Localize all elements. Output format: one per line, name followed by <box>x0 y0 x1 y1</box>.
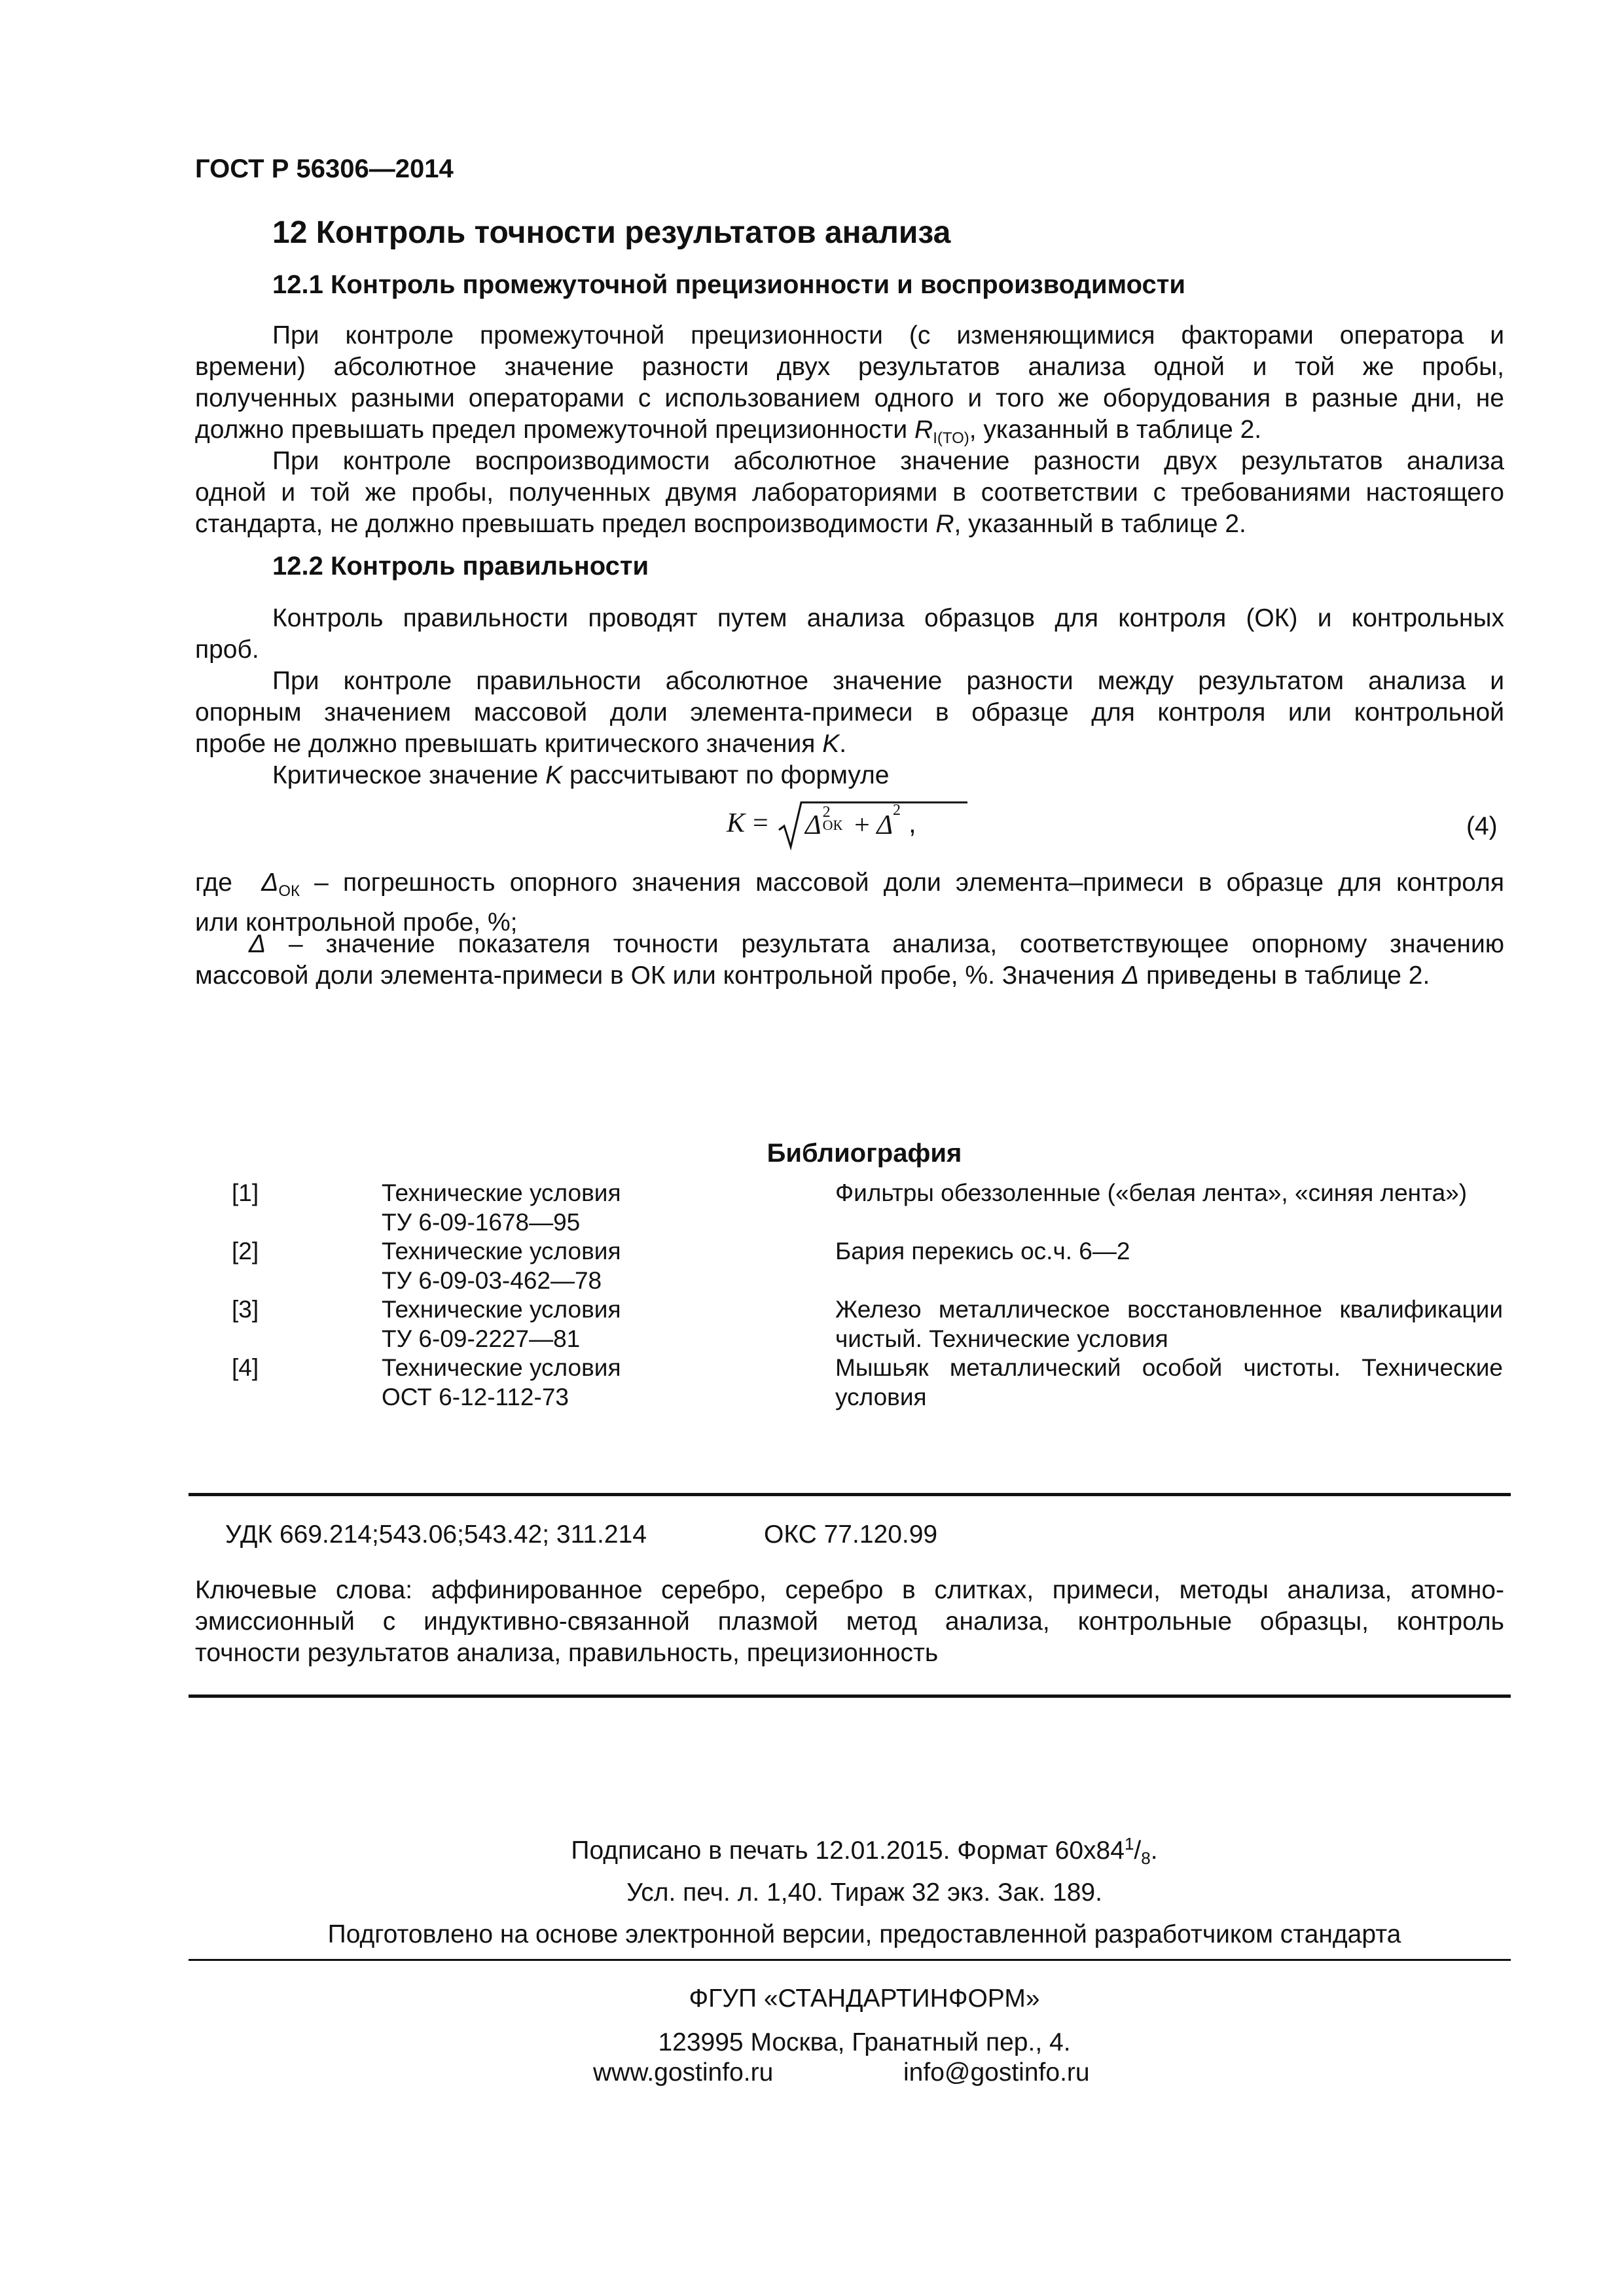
bibliography-item-title: Фильтры обеззоленные («белая лента», «синяя лента») <box>835 1179 1468 1206</box>
publisher-address: 123995 Москва, Гранатный пер., 4. <box>658 2028 1071 2056</box>
paragraph-where-delta-ok: где $\Delta_{ОК}$ – погрешность опорного значения массовой доли элемента–примеси в образце для контроля или контрольной пробе, %; <box>195 869 1504 937</box>
formula-lhs: K <box>727 808 746 838</box>
formula-radicand: Δ 2 ОК + $\Delta^2$ <box>805 802 901 840</box>
bibliography-title: Библиография <box>767 1139 962 1168</box>
oks-code: ОКС 77.120.99 <box>764 1520 938 1549</box>
bibliography-item-number: [3] <box>232 1296 259 1323</box>
bibliography-item-number: [2] <box>232 1238 259 1265</box>
paragraph-critical-value: Критическое значение K рассчитывают по формуле <box>272 761 890 789</box>
paragraph-reproducibility: При контроле воспроизводимости абсолютное значение разности двух результатов анализа одной и той же пробы, полученных двумя лабораториями в соответствии с требованиями настоящего стандарта, не должно превышать предел воспроизводимости R, указанный в таблице 2. <box>195 447 1504 538</box>
publisher-email-link[interactable]: info@gostinfo.ru <box>903 2058 1090 2087</box>
paragraph-intermediate-precision: При контроле промежуточной прецизионности (с изменяющимися факторами оператора и времени) абсолютное значение разности двух результатов анализа одной и той же пробы, полученных разными операторами с использованием одного и того же оборудования в разные дни, не должно превышать предел промежуточной прецизионности $R_{I(TO)}$, указанный в таблице 2. <box>195 321 1504 447</box>
bibliography-item-title: Мышьяк металлический особой чистоты. Технические условия <box>835 1354 1503 1410</box>
publisher-website-link[interactable]: www.gostinfo.ru <box>593 2058 774 2087</box>
subsection-title-12-1: 12.1 Контроль промежуточной прецизионности и воспроизводимости <box>272 270 1185 299</box>
divider-top-classification <box>189 1493 1511 1496</box>
imprint-print-info: Усл. печ. л. 1,40. Тираж 32 экз. Зак. 189. <box>626 1878 1102 1907</box>
bibliography-item-document: Технические условия ТУ 6-09-1678—95 <box>382 1179 621 1236</box>
subsection-title-12-2: 12.2 Контроль правильности <box>272 552 649 581</box>
bibliography-item-document: Технические условия ТУ 6-09-03-462—78 <box>382 1238 621 1294</box>
section-title: 12 Контроль точности результатов анализа <box>272 215 951 250</box>
formula-comma: , <box>909 808 916 838</box>
bibliography-item-document: Технические условия ОСТ 6-12-112-73 <box>382 1354 621 1410</box>
divider-imprint <box>189 1959 1511 1961</box>
paragraph-delta-definition: Δ – значение показателя точности результата анализа, соответствующее опорному значению массовой доли элемента-примеси в ОК или контрольной пробе, %. Значения Δ приведены в таблице 2. <box>195 930 1504 990</box>
publisher-name: ФГУП «СТАНДАРТИНФОРМ» <box>689 1984 1040 2013</box>
udk-code: УДК 669.214;543.06;543.42; 311.214 <box>225 1520 647 1549</box>
keywords: Ключевые слова: аффинированное серебро, серебро в слитках, примеси, методы анализа, атомно- эмиссионный с индуктивно-связанной плазмой метод анализа, контрольные образцы, контроль точности результатов анализа, правильность, прецизионность <box>195 1576 1504 1667</box>
imprint-prepared: Подготовлено на основе электронной версии, предоставленной разработчиком стандарта <box>327 1920 1401 1948</box>
formula-number: (4) <box>1466 812 1498 840</box>
bibliography-item-title: Железо металлическое восстановленное квалификации чистый. Технические условия <box>835 1296 1503 1352</box>
imprint-signed: Подписано в печать 12.01.2015. Формат $60х84^1/_8$. <box>571 1834 1158 1868</box>
paragraph-trueness-criterion: При контроле правильности абсолютное значение разности между результатом анализа и опорным значением массовой доли элемента-примеси в образце для контроля или контрольной пробе не должно превышать критического значения K. <box>195 667 1504 758</box>
bibliography-item-number: [1] <box>232 1179 259 1206</box>
formula-equals: = <box>753 808 768 838</box>
document-header: ГОСТ Р 56306—2014 <box>195 154 454 183</box>
paragraph-trueness-control: Контроль правильности проводят путем анализа образцов для контроля (ОК) и контрольных проб. <box>195 604 1504 664</box>
bibliography-item-number: [4] <box>232 1354 259 1381</box>
bibliography-item-title: Бария перекись ос.ч. 6—2 <box>835 1238 1130 1265</box>
divider-bottom-classification <box>189 1695 1511 1698</box>
bibliography-item-document: Технические условия ТУ 6-09-2227—81 <box>382 1296 621 1352</box>
